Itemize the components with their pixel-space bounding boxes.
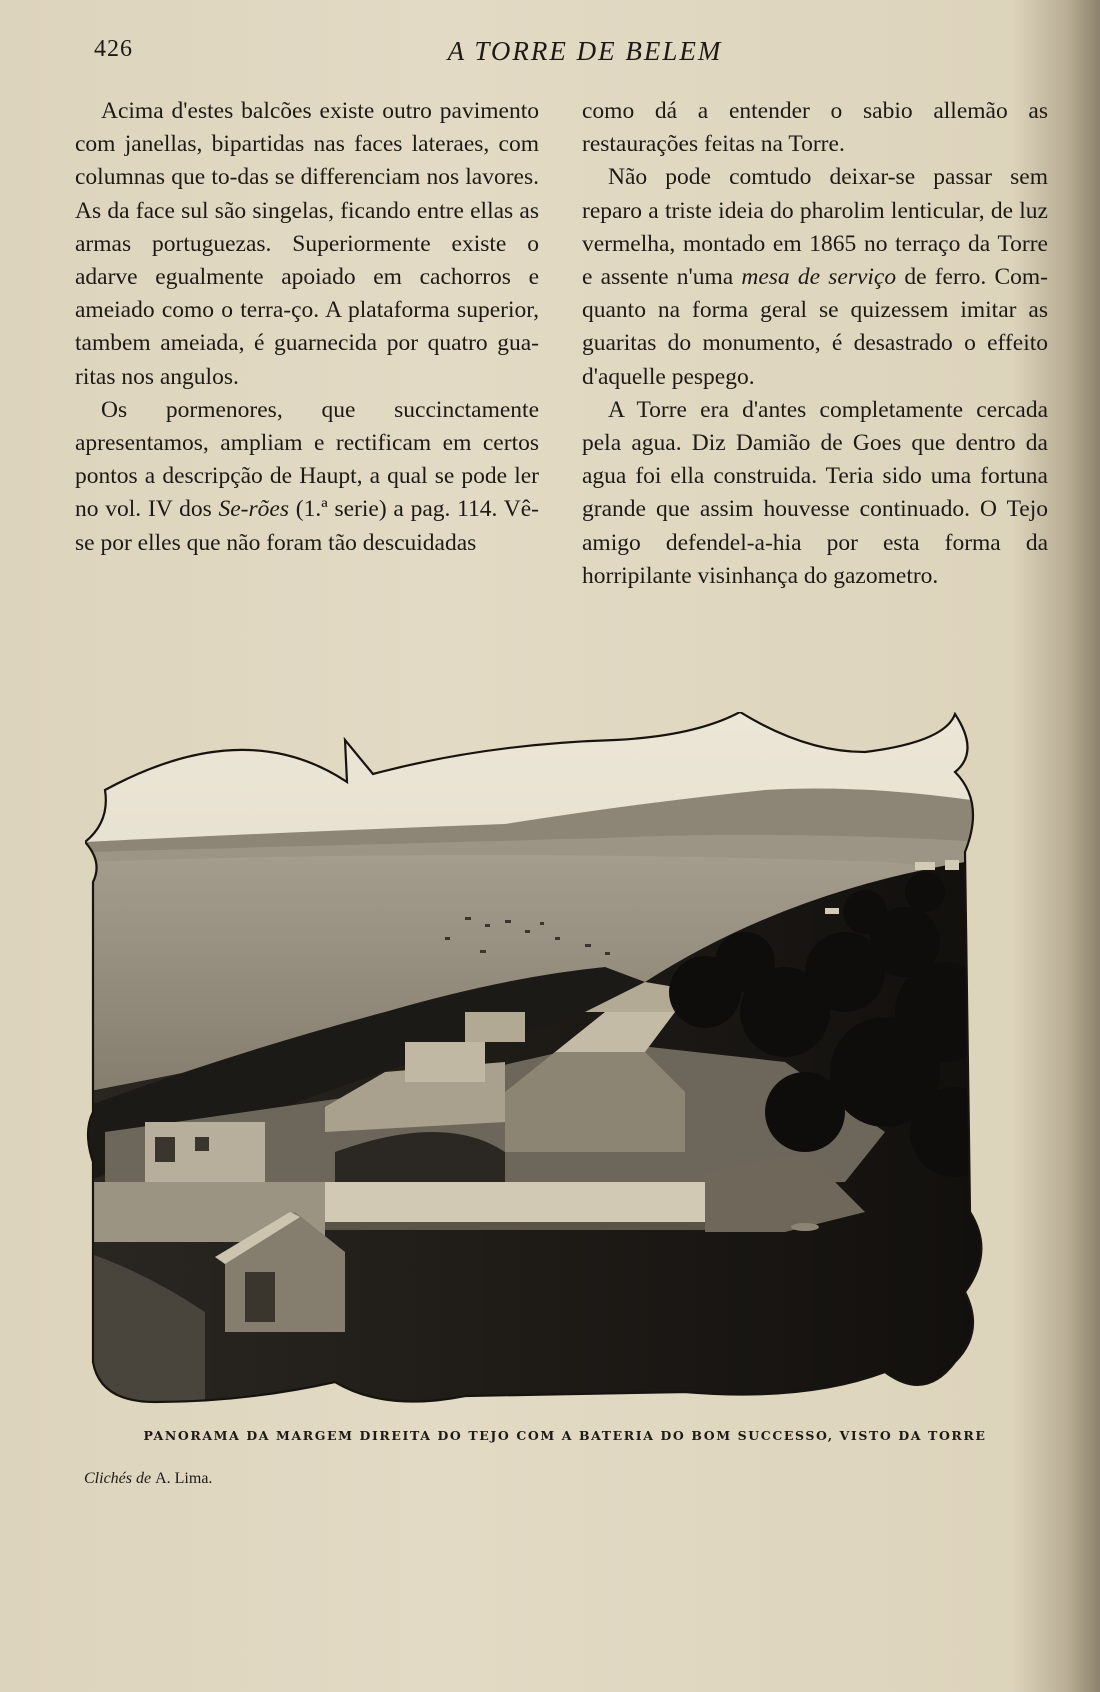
right-paragraph-1: como dá a entender o sabio allemão as restaurações feitas na Torre.	[582, 98, 1048, 158]
panorama-illustration	[85, 712, 1050, 1412]
running-title: A TORRE DE BELEM	[447, 36, 723, 66]
left-paragraph-1: Acima d'estes balcões existe outro pavimento com janellas, bipartidas nas faces lateraes, com columnas que to-das se differenciam nos lavores. As da face sul são singelas, ficando entre ellas as armas portuguezas. Superiormente existe o adarve egualmente apoiado em cachorros e ameiado como o terra-ço. A plataforma superior, tambem ameiada, é guarnecida por quatro gua-ritas nos angulos.	[75, 98, 539, 390]
page-header	[90, 30, 1040, 70]
left-paragraph-2-text-b: (1.ª serie) a pag. 114. Vê-se por elles que não foram tão descuidadas	[75, 496, 539, 556]
page-number: 426	[94, 36, 133, 62]
photo-credit-label: Clichés de	[84, 1470, 152, 1487]
left-paragraph-2	[75, 394, 539, 560]
photo-credit-name: A. Lima.	[155, 1470, 213, 1487]
right-paragraph-2-text-a: Não pode comtudo deixar-se passar sem reparo a triste ideia do pharolim lenticular, de luz vermelha, montado em 1865 no terraço da Torre e assente n'uma	[582, 164, 1048, 291]
left-paragraph-2-text-a: Os pormenores, que succinctamente apresentamos, ampliam e rectificam em certos pontos a descripção de Haupt, a qual se pode ler no vol. IV dos	[75, 396, 539, 523]
figure-caption: PANORAMA DA MARGEM DIREITA DO TEJO COM A BATERIA DO BOM SUCCESSO, VISTO DA TORRE	[143, 1428, 987, 1443]
right-paragraph-2-italic: mesa de serviço	[741, 264, 897, 291]
right-column	[582, 95, 1048, 593]
photo-credit	[84, 1470, 212, 1488]
left-paragraph-2-italic: Se-rões	[218, 496, 289, 523]
right-paragraph-3: A Torre era d'antes completamente cercada pela agua. Diz Damião de Goes que dentro da agua foi ella construida. Teria sido uma fortuna grande que assim houvesse continuado. O Tejo amigo defendel-a-hia por esta forma da horripilante visinhança do gazometro.	[582, 396, 1048, 589]
right-paragraph-2-text-b: de ferro. Com-quanto na forma geral se quizessem imitar as guaritas do monumento, é desastrado o effeito d'aquelle pespego.	[582, 264, 1048, 390]
panorama-photograph	[85, 712, 1050, 1412]
left-column	[75, 95, 539, 560]
right-paragraph-2	[582, 161, 1048, 393]
